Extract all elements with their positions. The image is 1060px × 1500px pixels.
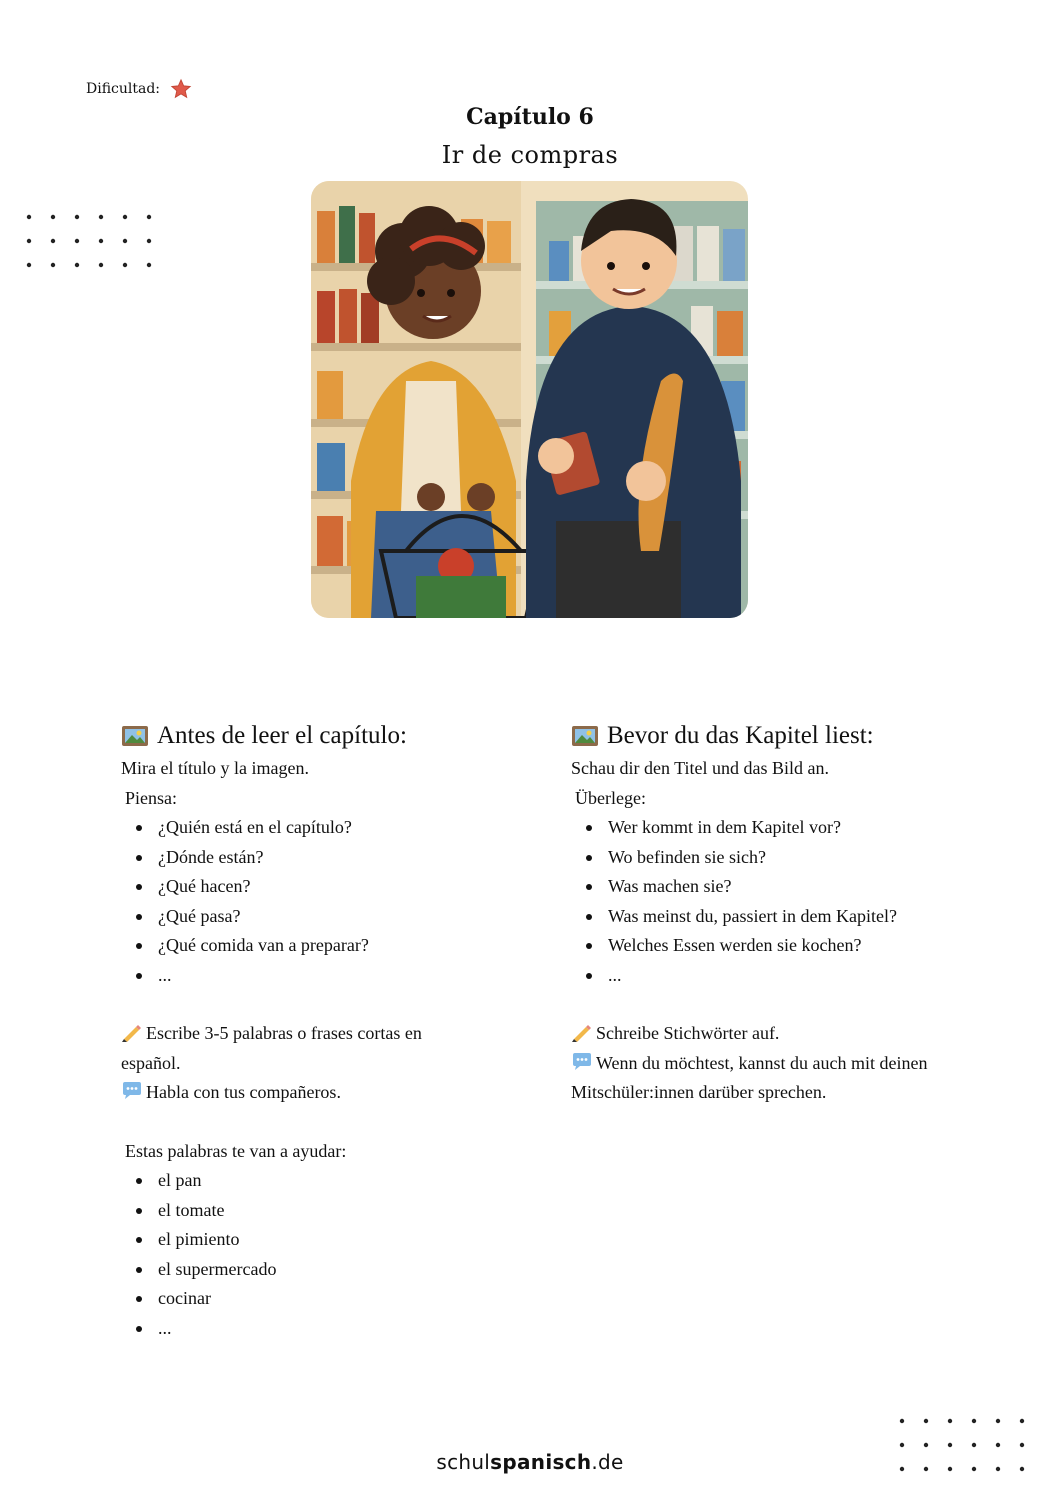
list-item: Wer kommt in dem Kapitel vor? [608, 813, 991, 843]
list-item: ¿Qué hacen? [158, 872, 541, 902]
list-item: el pimiento [158, 1225, 541, 1255]
write-instruction [571, 1019, 991, 1049]
think-label: Überlege: [575, 787, 646, 808]
list-item: cocinar [158, 1284, 541, 1314]
footer-website [0, 1450, 1060, 1474]
list-item: ... [158, 961, 541, 991]
speech-bubble-icon [571, 1052, 593, 1072]
supermarket-illustration [311, 181, 748, 618]
vocabulary-list [121, 1166, 541, 1343]
framed-picture-icon [571, 725, 599, 747]
footer-prefix: schul [436, 1450, 491, 1474]
list-item: Wo befinden sie sich? [608, 843, 991, 873]
talk-text: Habla con tus compañeros. [146, 1082, 341, 1102]
list-item: ... [158, 1314, 541, 1344]
intro-text: Mira el título y la imagen. [121, 758, 309, 778]
pencil-icon [121, 1022, 143, 1042]
column-german [571, 722, 991, 1108]
question-list [571, 813, 991, 990]
column-spanish [121, 722, 541, 1343]
write-text: Schreibe Stichwörter auf. [596, 1023, 780, 1043]
footer-bold: spanisch [490, 1450, 592, 1474]
list-item: el pan [158, 1166, 541, 1196]
list-item: Welches Essen werden sie kochen? [608, 931, 991, 961]
pencil-icon [571, 1022, 593, 1042]
list-item: ¿Qué pasa? [158, 902, 541, 932]
talk-instruction [121, 1078, 541, 1108]
write-instruction [121, 1019, 541, 1049]
list-item: el supermercado [158, 1255, 541, 1285]
list-item: ... [608, 961, 991, 991]
framed-picture-icon [121, 725, 149, 747]
decorative-dots [26, 214, 156, 270]
footer-suffix: .de [591, 1450, 624, 1474]
heading-german [571, 722, 991, 750]
question-list [121, 813, 541, 990]
chapter-subtitle: Ir de compras [441, 141, 619, 169]
heading-text: Bevor du das Kapitel liest: [607, 722, 874, 749]
heading-text: Antes de leer el capítulo: [157, 722, 407, 749]
list-item: ¿Qué comida van a preparar? [158, 931, 541, 961]
write-line-2: español. [121, 1052, 181, 1073]
words-label: Estas palabras te van a ayudar: [125, 1140, 347, 1161]
spacer [571, 990, 991, 1019]
spacer [121, 1108, 541, 1137]
intro-text: Schau dir den Titel und das Bild an. [571, 758, 829, 778]
list-item: ¿Dónde están? [158, 843, 541, 873]
list-item: Was meinst du, passiert in dem Kapitel? [608, 902, 991, 932]
list-item: Was machen sie? [608, 872, 991, 902]
speech-bubble-icon [121, 1081, 143, 1101]
heading-spanish [121, 722, 541, 750]
write-line-1: Escribe 3-5 palabras o frases cortas en [146, 1023, 422, 1043]
difficulty-indicator [86, 78, 192, 100]
talk-instruction [571, 1049, 991, 1079]
talk-line-1: Wenn du möchtest, kannst du auch mit deinen [596, 1052, 928, 1073]
chapter-title: Capítulo 6 [466, 104, 594, 130]
spacer [121, 990, 541, 1019]
star-icon [170, 78, 192, 100]
list-item: ¿Quién está en el capítulo? [158, 813, 541, 843]
difficulty-label: Dificultad: [86, 81, 161, 97]
think-label: Piensa: [125, 787, 177, 808]
list-item: el tomate [158, 1196, 541, 1226]
talk-line-2: Mitschüler:innen darüber sprechen. [571, 1082, 827, 1102]
